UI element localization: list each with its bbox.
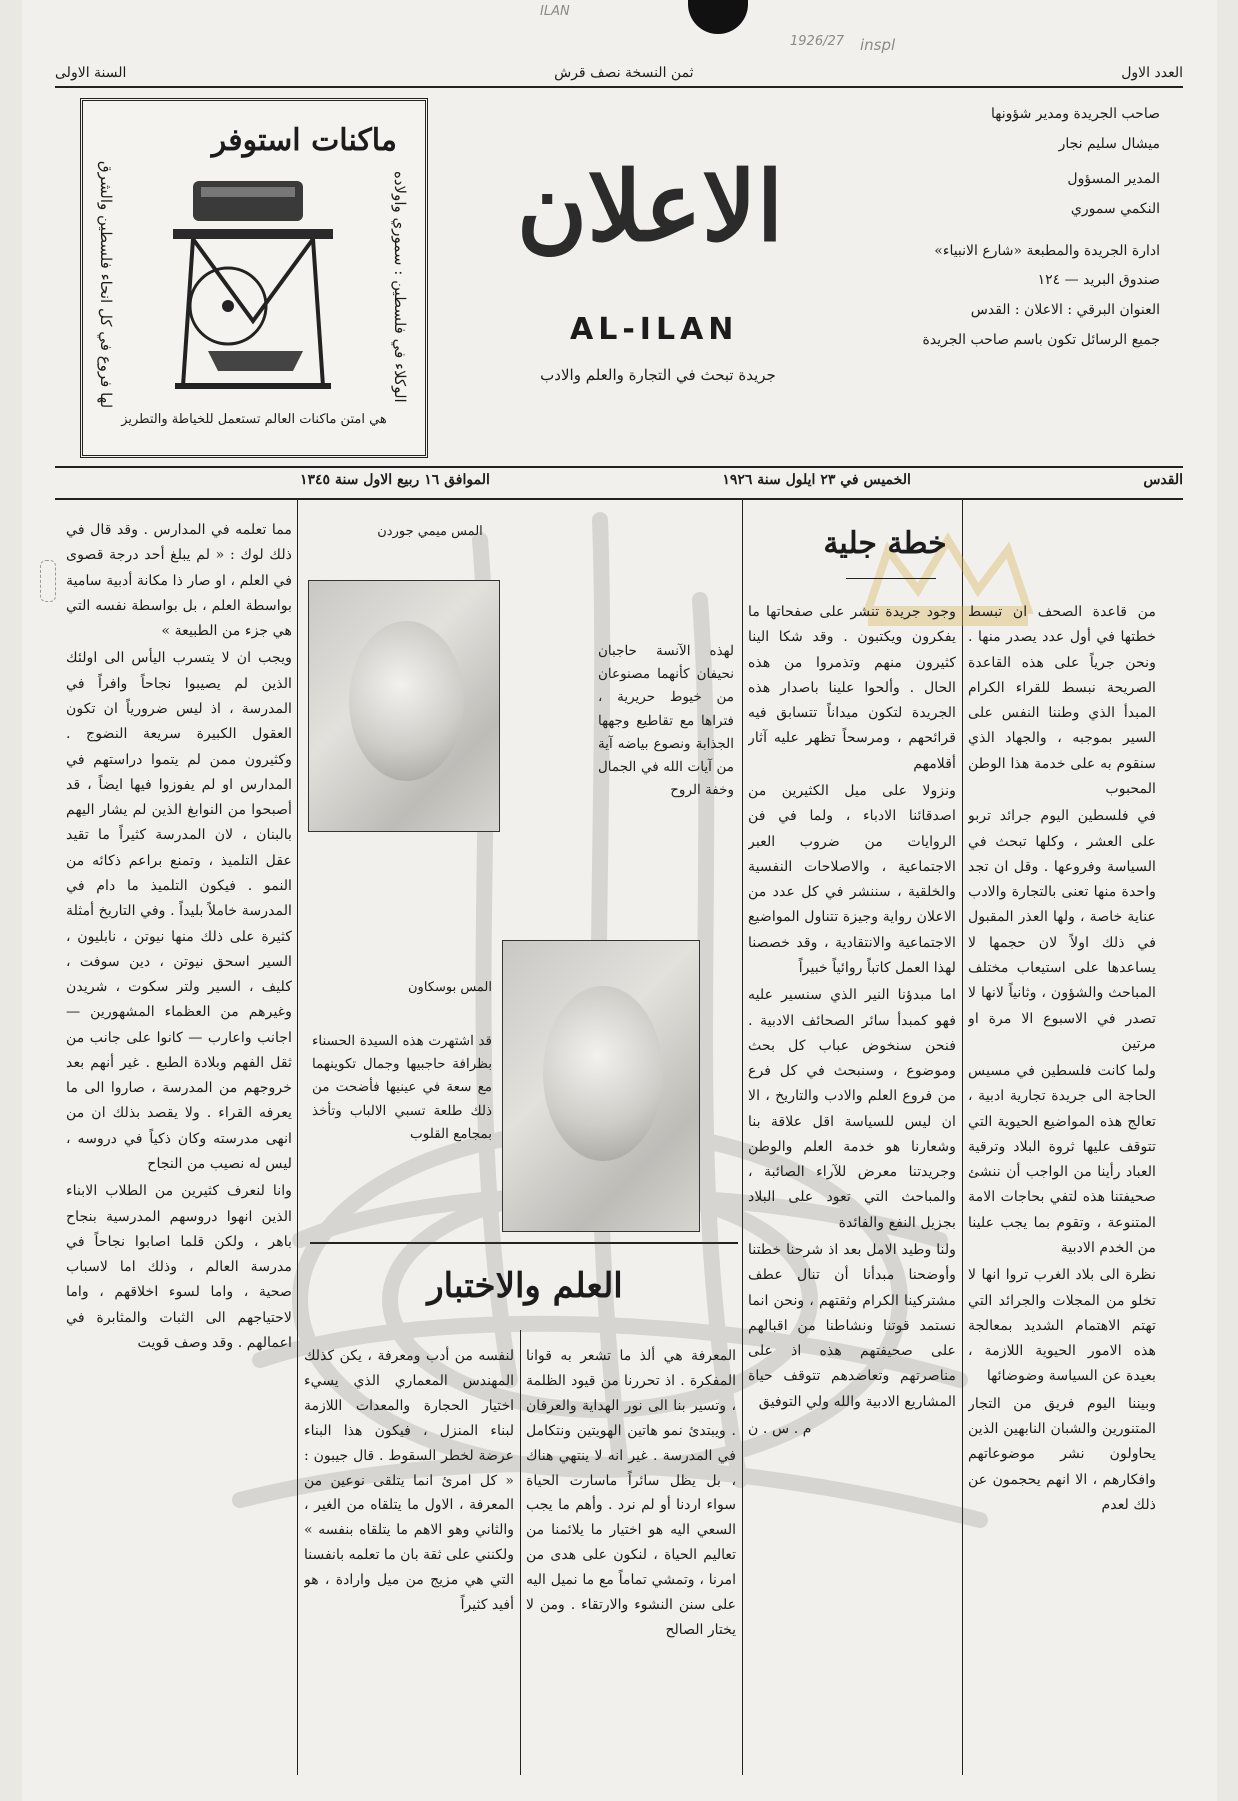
paragraph: في فلسطين اليوم جرائد تربو على العشر ، وكلها تبحث في السياسة وفروعها . وقل ان تجد واحدة منها تعنى بالتجارة والادب عناية خاصة ، ولها العذر المقبول في ذلك اولاً لان حجمها لا يساعدها على استيعاب مختلف المباحث والشؤون ، وثانياً لانها لا تصدر في الاسبوع الا مرة او مرتين: [968, 808, 1156, 1052]
paragraph: ونزولا على ميل الكثيرين من اصدقائنا الادباء ، ولما في فن الروايات من ضروب العبر الاجتماعية ، والاصلاحات النفسية والخلقية ، سننشر في كل عدد من الاعلان رواية وجيزة تتناول المواضيع الاجتماعية والانتقادية ، وقد خصصنا لهذا العمل كاتباً روائياً خبيراً: [748, 782, 956, 976]
ad-agents: الوكلاء في فلسطين : سموري واولاده: [391, 171, 409, 403]
dateline-hijri: الموافق ١٦ ربيع الاول سنة ١٣٤٥: [300, 472, 490, 488]
date-top-rule: [55, 466, 1183, 468]
paragraph: من قاعدة الصحف ان تبسط خطتها في أول عدد يصدر منها . ونحن جرياً على هذه القاعدة الصريحة نبسط للقراء الكرام المبدأ الذي وطننا النفس على السير بموجبه ، والجهاد الذي سنقوم به على خدمة هذا الوطن المحبوب: [968, 604, 1156, 797]
photo-description: لهذه الآنسة حاجبان نحيفان كأنهما مصنوعان من خيوط حريرية ، فتراها مع تقاطيع وجهها الجذابة ونصوع بياضه آية من آيات الله في الجمال وخفة الروح: [598, 643, 734, 799]
article-headline: العلم والاختبار: [427, 1266, 623, 1306]
telegraph-address: العنوان البرقي : الاعلان : القدس: [970, 302, 1160, 319]
archive-code: ILAN: [540, 4, 570, 19]
paragraph: نظرة الى بلاد الغرب تروا انها لا تخلو من المجلات والجرائد التي تهتم الاهتمام الشديد بمعالجة هذه الامور الحيوية اللازمة ، بعيدة عن السياسة وضوضائها: [968, 1267, 1156, 1385]
editor-label: المدير المسؤول: [1067, 171, 1160, 188]
article-column: لنفسه من أدب ومعرفة ، يكن كذلك المهندس المعماري الذي يسيء اختيار الحجارة والمعدات اللازمة لبناء المنزل ، فيكون هذا البناء عرضة لخطر السقوط . قال جيبون : « كل امرئ انما يتلقى نوعين من المعرفة ، الاول ما يتلقاه من الغير ، والثاني وهو الاهم ما يتلقاه بنفسه » ولكنني على ثقة بان ما تعلمه بانفسنا التي هي مزيج من ميل وارادة ، هو أفيد كثيراً: [304, 1348, 514, 1614]
price: ثمن النسخة نصف قرش: [554, 65, 694, 81]
binding-mark: [40, 560, 56, 602]
article-column: المعرفة هي ألذ ما تشعر به قوانا المفكرة . اذ تحررنا من قيود الظلمة ، وتسير بنا الى نور الهداية والعرفان . ويبتدئ نمو هاتين الهويتين ونتكامل في المدرسة . غير انه لا ينتهي هناك ، بل يظل سائراً ماسارت الحياة سواء اردنا أو لم نرد . وأهم ما يجب السعي اليه هو اختيار ما يلائمنا من تعاليم الحياة ، لنكون على هدى من امرنا ، وتمشي تماماً مع ما نميل اليه على سنن النشوء والارتقاء . ومن لا يختار الصالح: [526, 1348, 736, 1638]
ad-branches: لها فروع في كل انحاء فلسطين والشرق: [97, 161, 115, 409]
year: السنة الاولى: [55, 65, 127, 81]
paragraph: وبيننا اليوم فريق من التجار المتنورين والشبان النابهين الذين يحاولون نشر موضوعاتهم وافكارهم ، الا انهم يحجمون عن ذلك لعدم: [968, 1395, 1156, 1513]
paragraph: ولنا وطيد الامل بعد اذ شرحنا خطتنا وأوضحنا مبدأنا أن تنال عطف مشتركينا الكرام وثقتهم ، ونحن انما نستمد قوتنا ونشاطنا من اقبالهم على صحيفتهم هذه اذ على مناصرتهم وتعاضدهم تتوقف حياة المشاريع الادبية والله ولي التوفيق: [748, 1242, 956, 1410]
newspaper-subtitle: جريدة تبحث في التجارة والعلم والادب: [540, 366, 776, 384]
dateline: [300, 472, 1183, 488]
owner-name: ميشال سليم نجار: [1058, 135, 1160, 152]
archive-ref: 1926/27: [790, 34, 845, 49]
date-bottom-rule: [55, 498, 1183, 500]
author-signature: م . س . ن: [748, 1421, 812, 1437]
column-rule: [520, 1330, 521, 1775]
column-rule: [962, 500, 963, 1775]
po-box: صندوق البريد — ١٢٤: [1037, 272, 1160, 289]
ad-tagline: هي امتن ماكنات العالم تستعمل للخياطة والتطريز: [121, 412, 387, 427]
top-bar: [55, 62, 1183, 84]
column-rule: [742, 500, 743, 1775]
paragraph: مما تعلمه في المدارس . وقد قال في ذلك لوك : « لم يبلغ أحد درجة قصوى في العلم ، او صار ذا مكانة أدبية سامية بواسطة العلم ، بل بواسطة نفسه التي هي جزء من الطبيعة »: [66, 522, 292, 640]
photo-caption: المس ميمي جوردن: [377, 524, 483, 539]
article-column: [66, 518, 292, 1768]
paragraph: ويجب ان لا يتسرب اليأس الى اولئك الذين لم يصيبوا نجاحاً وافراً في المدرسة ، اذ ليس ضرورياً ان تكون العقول الكبيرة سريعة النضوج . وكثيرون ممن لم يتموا دراستهم في المدارس او لم يفوزوا فيها ايضاً ، قد أصبحوا من النوابغ الذين لم يشار اليهم بالبنان ، لان المدرسة كثيراً ما تقيد عقل التلميذ ، وتمنع براعم ذكائه من النمو . فيكون التلميذ ما دام في المدرسة خاملاً بليداً . وفي التاريخ أمثلة كثيرة على ذلك منها نيوتن ، نابليون ، السير اسحق نيوتن ، دين سوفت ، كليف ، السير ولتر سكوت ، شريدن وغيرهم من العظماء المشهورين — اجانب واعارب — كانوا على جانب من ثقل الفهم وبلادة الطبع . غير أنهم بعد خروجهم من المدرسة ، صاروا الى ما يعرفه القراء . ولا يقصد بذلك ان من انهى مدرسته وكان ذكياً في دروسه ، ليس له نصيب من النجاح: [66, 650, 292, 1173]
portrait-photo: [308, 580, 500, 832]
portrait-photo: [502, 940, 700, 1232]
issue-number: العدد الاول: [1121, 65, 1183, 81]
dateline-city: القدس: [1143, 472, 1183, 488]
paragraph: وانا لنعرف كثيرين من الطلاب الابناء الذين انهوا دروسهم المدرسية بنجاح باهر ، ولكن قلما اصابوا نجاحاً في مدرسة العالم ، وذلك اما لاسباب صحية ، واما لسوء اخلاقهم ، واما لاحتياجهم الى الثبات والمثابرة في اعمالهم . وقد وصف قويت: [66, 1183, 292, 1351]
publisher-info: [860, 104, 1160, 360]
article-headline: خطة جلية: [823, 526, 947, 561]
photo-description: قد اشتهرت هذه السيدة الحسناء بظرافة حاجبيها وجمال تكوينهما مع سعة في عينيها فأضحت من ذلك طلعة تسبي الالباب وتأخذ بمجامع القلوب: [312, 1033, 492, 1142]
paragraph: ولما كانت فلسطين في مسيس الحاجة الى جريدة تجارية ادبية ، تعالج هذه المواضيع الحيوية التي تتوقف عليها ثروة البلاد وترقية العباد رأينا من الواجب أن ننشئ صحيفتنا هذه لتفي بحاجات الامة المتنوعة ، وتقوم بما يجب علينا من الخدم الادبية: [968, 1063, 1156, 1257]
newspaper-title-latin: AL-ILAN: [570, 312, 739, 347]
ad-title: ماكنات استوفر: [211, 123, 397, 158]
letters-note: جميع الرسائل تكون باسم صاحب الجريدة: [922, 331, 1160, 348]
sewing-machine-icon: [153, 171, 353, 401]
section-rule: [310, 1242, 738, 1244]
column-rule: [297, 500, 298, 1775]
advertisement-box: [80, 98, 428, 458]
archive-note: inspl: [860, 36, 896, 54]
paragraph: وجود جريدة تنشر على صفحاتها ما يفكرون ويكتبون . وقد شكا الينا كثيرون منهم وتذمروا من هذه الحال . وألحوا علينا باصدار هذه الجريدة لتكون ميداناً تتسابق فيه قرائحهم ، ومرسحاً تظهر عليه آثار أقلامهم: [748, 604, 956, 772]
dateline-gregorian: الخميس في ٢٣ ايلول سنة ١٩٢٦: [722, 472, 911, 488]
article-column: [968, 600, 1156, 1770]
top-rule: [55, 86, 1183, 88]
paragraph: اما مبدؤنا النير الذي سنسير عليه فهو كمبدأ سائر الصحائف الادبية . فنحن سنخوض عباب كل بحث وموضوع ، وسنبحث في كل فرع من فروع العلم والادب والتاريخ ، الا ان ليس للسياسة اقل علاقة بنا وشعارنا هو خدمة العلم والوطن وجريدتنا معرض للآراء الصائبة ، والمباحث التي تعود على البلاد بجزيل النفع والفائدة: [748, 987, 956, 1231]
newspaper-title: الاعلان: [516, 150, 784, 263]
editor-name: النكمي سموري: [1070, 201, 1160, 218]
headline-underline: [846, 578, 936, 579]
article-column: [748, 600, 956, 1770]
office-address: ادارة الجريدة والمطبعة «شارع الانبياء»: [934, 242, 1160, 259]
owner-label: صاحب الجريدة ومدير شؤونها: [991, 106, 1160, 122]
photo-caption: المس بوسكاون: [408, 980, 492, 995]
